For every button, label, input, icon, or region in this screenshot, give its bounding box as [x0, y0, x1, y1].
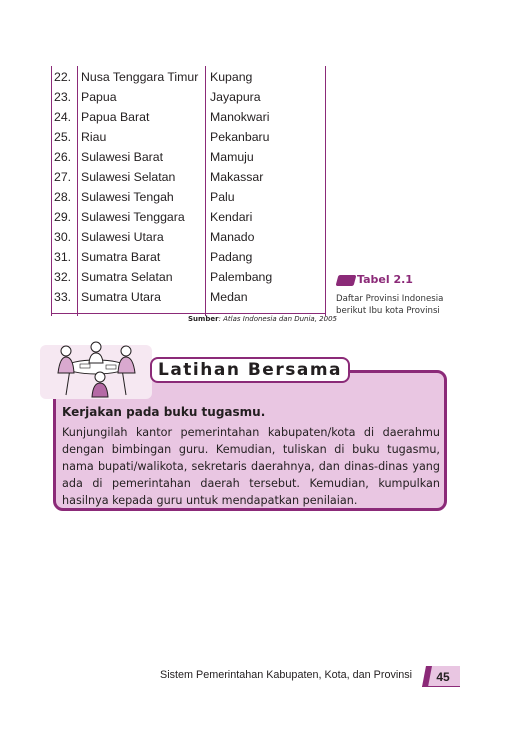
- row-capital: Kendari: [210, 210, 253, 224]
- table-row: [51, 247, 326, 267]
- row-number: 26.: [54, 150, 72, 164]
- table-row: [51, 87, 326, 107]
- row-number: 24.: [54, 110, 72, 124]
- page-number: 45: [436, 670, 450, 684]
- row-province: Riau: [81, 130, 107, 144]
- row-capital: Medan: [210, 290, 248, 304]
- source-label: Sumber: [188, 315, 219, 323]
- table-row: [51, 147, 326, 167]
- row-capital: Kupang: [210, 70, 253, 84]
- row-number: 27.: [54, 170, 72, 184]
- row-province: Sumatra Barat: [81, 250, 161, 264]
- table-row: [51, 167, 326, 187]
- row-number: 22.: [54, 70, 72, 84]
- row-province: Sumatra Selatan: [81, 270, 173, 284]
- row-capital: Padang: [210, 250, 253, 264]
- exercise-title: Latihan Bersama: [158, 360, 342, 380]
- row-province: Papua: [81, 90, 117, 104]
- row-province: Sulawesi Selatan: [81, 170, 176, 184]
- footer-chapter-title: Sistem Pemerintahan Kabupaten, Kota, dan Provinsi: [160, 669, 413, 681]
- row-province: Papua Barat: [81, 110, 150, 124]
- row-province: Sulawesi Barat: [81, 150, 164, 164]
- row-number: 31.: [54, 250, 72, 264]
- table-row: [51, 267, 326, 287]
- table-row: [51, 207, 326, 227]
- row-number: 29.: [54, 210, 72, 224]
- row-capital: Pekanbaru: [210, 130, 270, 144]
- row-capital: Palu: [210, 190, 235, 204]
- row-capital: Makassar: [210, 170, 264, 184]
- table-row: [51, 127, 326, 147]
- exercise-instruction: Kerjakan pada buku tugasmu.: [62, 405, 266, 419]
- row-province: Sumatra Utara: [81, 290, 161, 304]
- row-province: Nusa Tenggara Timur: [81, 70, 199, 84]
- row-capital: Mamuju: [210, 150, 254, 164]
- table-row: [51, 227, 326, 247]
- table-row: [51, 187, 326, 207]
- row-number: 25.: [54, 130, 72, 144]
- row-capital: Palembang: [210, 270, 273, 284]
- table-caption-description: Daftar Provinsi Indonesia berikut Ibu kota Provinsi: [336, 294, 444, 316]
- row-capital: Manado: [210, 230, 255, 244]
- row-number: 23.: [54, 90, 72, 104]
- table-row: [51, 287, 326, 307]
- row-number: 28.: [54, 190, 72, 204]
- table-row: [51, 67, 326, 87]
- row-province: Sulawesi Tengah: [81, 190, 174, 204]
- students-discussion-illustration: [40, 337, 152, 399]
- row-number: 33.: [54, 290, 72, 304]
- table-bottom-border: [51, 313, 326, 314]
- table-row: [51, 107, 326, 127]
- table-caption-title: Tabel 2.1: [357, 273, 413, 286]
- table-source: [188, 315, 337, 323]
- row-number: 32.: [54, 270, 72, 284]
- row-capital: Jayapura: [210, 90, 261, 104]
- row-capital: Manokwari: [210, 110, 270, 124]
- row-number: 30.: [54, 230, 72, 244]
- row-province: Sulawesi Utara: [81, 230, 164, 244]
- source-text: : Atlas Indonesia dan Dunia, 2005: [218, 315, 337, 323]
- table-caption-icon: [336, 275, 357, 286]
- exercise-body: Kunjungilah kantor pemerintahan kabupaten/kota di daerahmu dengan bimbingan guru. Kemudian, tuliskan di buku tugasmu, nama bupati/walikota, sekretaris daerahnya, dan dinas-dinas yang ada di pemerintahan daerah tersebut. Kemudian, kumpulkan hasilnya kepada guru untuk mendapatkan penilaian.: [62, 426, 440, 507]
- row-province: Sulawesi Tenggara: [81, 210, 185, 224]
